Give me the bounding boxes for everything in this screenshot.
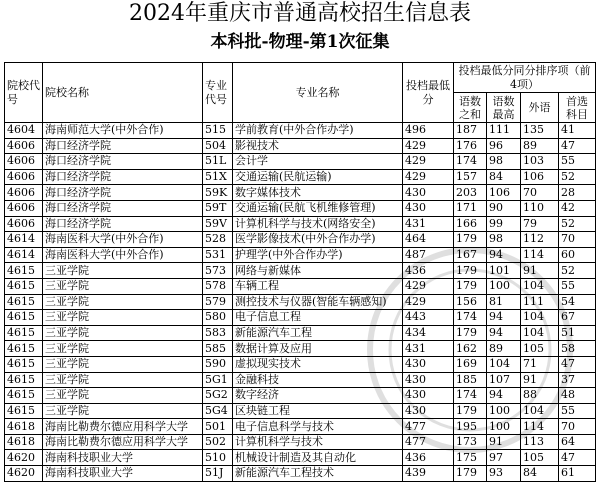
cell-school-name: 海口经济学院 bbox=[43, 185, 203, 201]
cell-school-name: 海南医科大学(中外合作) bbox=[43, 247, 203, 263]
cell-chinese-math-sum: 179 bbox=[454, 263, 487, 279]
cell-school-name: 三亚学院 bbox=[43, 278, 203, 294]
cell-school-name: 三亚学院 bbox=[43, 294, 203, 310]
cell-foreign-language: 89 bbox=[521, 138, 559, 154]
cell-chinese-math-max: 104 bbox=[487, 356, 521, 372]
cell-foreign-language: 88 bbox=[521, 388, 559, 404]
cell-major-name: 区块链工程 bbox=[233, 403, 403, 419]
cell-chinese-math-sum: 166 bbox=[454, 216, 487, 232]
cell-chinese-math-max: 100 bbox=[487, 419, 521, 435]
cell-min-score: 443 bbox=[403, 310, 454, 326]
cell-major-name: 车辆工程 bbox=[233, 278, 403, 294]
cell-school-code: 4618 bbox=[5, 434, 43, 450]
cell-school-name: 三亚学院 bbox=[43, 325, 203, 341]
cell-school-code: 4615 bbox=[5, 388, 43, 404]
cell-major-name: 测控技术与仪器(智能车辆感知) bbox=[233, 294, 403, 310]
cell-min-score: 436 bbox=[403, 450, 454, 466]
cell-major-code: 59V bbox=[203, 216, 233, 232]
cell-foreign-language: 91 bbox=[521, 263, 559, 279]
cell-major-code: 51X bbox=[203, 169, 233, 185]
cell-major-name: 交通运输(民航运输) bbox=[233, 169, 403, 185]
cell-major-name: 计算机科学与技术(网络安全) bbox=[233, 216, 403, 232]
cell-chinese-math-sum: 157 bbox=[454, 169, 487, 185]
cell-chinese-math-sum: 203 bbox=[454, 185, 487, 201]
cell-chinese-math-sum: 174 bbox=[454, 154, 487, 170]
cell-school-code: 4615 bbox=[5, 294, 43, 310]
cell-foreign-language: 112 bbox=[521, 232, 559, 248]
cell-min-score: 439 bbox=[403, 466, 454, 482]
cell-major-code: 59T bbox=[203, 200, 233, 216]
cell-major-code: 5G4 bbox=[203, 403, 233, 419]
cell-chinese-math-max: 96 bbox=[487, 138, 521, 154]
header-major-name: 专业名称 bbox=[233, 63, 403, 123]
table-row bbox=[5, 294, 596, 310]
cell-first-subject: 64 bbox=[559, 434, 596, 450]
cell-major-code: 578 bbox=[203, 278, 233, 294]
cell-min-score: 429 bbox=[403, 169, 454, 185]
header-min-score: 投档最低分 bbox=[403, 63, 454, 123]
cell-first-subject: 47 bbox=[559, 356, 596, 372]
cell-foreign-language: 103 bbox=[521, 154, 559, 170]
cell-major-code: 59K bbox=[203, 185, 233, 201]
cell-major-code: 528 bbox=[203, 232, 233, 248]
header-foreign-language: 外语 bbox=[521, 93, 559, 123]
cell-chinese-math-max: 98 bbox=[487, 232, 521, 248]
table-body bbox=[5, 123, 596, 482]
cell-school-code: 4606 bbox=[5, 154, 43, 170]
header-chinese-math-max: 语数最高 bbox=[487, 93, 521, 123]
cell-chinese-math-max: 84 bbox=[487, 169, 521, 185]
cell-chinese-math-sum: 179 bbox=[454, 325, 487, 341]
cell-chinese-math-sum: 175 bbox=[454, 450, 487, 466]
cell-min-score: 430 bbox=[403, 185, 454, 201]
cell-school-name: 三亚学院 bbox=[43, 403, 203, 419]
cell-first-subject: 42 bbox=[559, 200, 596, 216]
table-row bbox=[5, 216, 596, 232]
cell-first-subject: 67 bbox=[559, 310, 596, 326]
cell-school-name: 三亚学院 bbox=[43, 356, 203, 372]
cell-major-code: 51J bbox=[203, 466, 233, 482]
cell-school-code: 4618 bbox=[5, 419, 43, 435]
cell-chinese-math-max: 94 bbox=[487, 310, 521, 326]
cell-school-name: 海口经济学院 bbox=[43, 169, 203, 185]
table-row bbox=[5, 341, 596, 357]
cell-min-score: 429 bbox=[403, 138, 454, 154]
table-row bbox=[5, 232, 596, 248]
cell-foreign-language: 104 bbox=[521, 278, 559, 294]
cell-major-name: 机械设计制造及其自动化 bbox=[233, 450, 403, 466]
header-major-code: 专业代号 bbox=[203, 63, 233, 123]
cell-chinese-math-sum: 179 bbox=[454, 403, 487, 419]
cell-foreign-language: 106 bbox=[521, 169, 559, 185]
cell-min-score: 429 bbox=[403, 154, 454, 170]
cell-chinese-math-max: 91 bbox=[487, 434, 521, 450]
cell-school-name: 海南科技职业大学 bbox=[43, 450, 203, 466]
cell-chinese-math-max: 98 bbox=[487, 154, 521, 170]
cell-school-code: 4615 bbox=[5, 263, 43, 279]
cell-major-name: 新能源汽车工程技术 bbox=[233, 466, 403, 482]
cell-major-code: 5G1 bbox=[203, 372, 233, 388]
cell-chinese-math-max: 97 bbox=[487, 450, 521, 466]
cell-foreign-language: 113 bbox=[521, 434, 559, 450]
cell-min-score: 434 bbox=[403, 325, 454, 341]
cell-chinese-math-max: 81 bbox=[487, 294, 521, 310]
cell-chinese-math-max: 101 bbox=[487, 263, 521, 279]
cell-foreign-language: 70 bbox=[521, 185, 559, 201]
table-row bbox=[5, 466, 596, 482]
table-row bbox=[5, 325, 596, 341]
cell-chinese-math-max: 90 bbox=[487, 200, 521, 216]
cell-major-code: 510 bbox=[203, 450, 233, 466]
cell-major-name: 交通运输(民航飞机维修管理) bbox=[233, 200, 403, 216]
cell-major-code: 573 bbox=[203, 263, 233, 279]
cell-chinese-math-max: 94 bbox=[487, 247, 521, 263]
cell-major-code: 580 bbox=[203, 310, 233, 326]
cell-min-score: 477 bbox=[403, 419, 454, 435]
cell-foreign-language: 114 bbox=[521, 247, 559, 263]
cell-school-code: 4615 bbox=[5, 278, 43, 294]
cell-school-name: 三亚学院 bbox=[43, 372, 203, 388]
cell-chinese-math-max: 99 bbox=[487, 216, 521, 232]
cell-school-code: 4615 bbox=[5, 325, 43, 341]
cell-major-name: 数字媒体技术 bbox=[233, 185, 403, 201]
cell-chinese-math-sum: 176 bbox=[454, 138, 487, 154]
cell-school-name: 三亚学院 bbox=[43, 341, 203, 357]
cell-school-name: 海口经济学院 bbox=[43, 154, 203, 170]
table-row bbox=[5, 263, 596, 279]
cell-first-subject: 70 bbox=[559, 419, 596, 435]
cell-chinese-math-sum: 156 bbox=[454, 294, 487, 310]
cell-chinese-math-max: 93 bbox=[487, 466, 521, 482]
cell-foreign-language: 105 bbox=[521, 341, 559, 357]
cell-school-code: 4606 bbox=[5, 138, 43, 154]
cell-major-name: 数字经济 bbox=[233, 388, 403, 404]
cell-first-subject: 47 bbox=[559, 138, 596, 154]
cell-school-code: 4615 bbox=[5, 356, 43, 372]
table-row bbox=[5, 123, 596, 139]
cell-foreign-language: 104 bbox=[521, 310, 559, 326]
cell-school-name: 海南比勒费尔德应用科学大学 bbox=[43, 419, 203, 435]
cell-first-subject: 70 bbox=[559, 232, 596, 248]
cell-chinese-math-sum: 167 bbox=[454, 247, 487, 263]
cell-chinese-math-sum: 179 bbox=[454, 466, 487, 482]
cell-school-name: 三亚学院 bbox=[43, 310, 203, 326]
table-row bbox=[5, 450, 596, 466]
cell-major-code: 502 bbox=[203, 434, 233, 450]
cell-school-code: 4620 bbox=[5, 466, 43, 482]
cell-major-name: 医学影像技术(中外合作办学) bbox=[233, 232, 403, 248]
cell-school-code: 4615 bbox=[5, 310, 43, 326]
cell-chinese-math-max: 100 bbox=[487, 278, 521, 294]
cell-school-code: 4615 bbox=[5, 403, 43, 419]
cell-major-name: 虚拟现实技术 bbox=[233, 356, 403, 372]
cell-foreign-language: 104 bbox=[521, 325, 559, 341]
cell-major-code: 531 bbox=[203, 247, 233, 263]
cell-foreign-language: 71 bbox=[521, 356, 559, 372]
cell-major-name: 新能源汽车工程 bbox=[233, 325, 403, 341]
page-subtitle: 本科批-物理-第1次征集 bbox=[210, 32, 390, 52]
cell-major-code: 590 bbox=[203, 356, 233, 372]
cell-first-subject: 37 bbox=[559, 372, 596, 388]
table-row bbox=[5, 403, 596, 419]
cell-major-name: 会计学 bbox=[233, 154, 403, 170]
cell-school-name: 海南科技职业大学 bbox=[43, 466, 203, 482]
cell-school-code: 4604 bbox=[5, 123, 43, 139]
table-row bbox=[5, 278, 596, 294]
table-row bbox=[5, 419, 596, 435]
cell-school-code: 4615 bbox=[5, 372, 43, 388]
cell-chinese-math-sum: 179 bbox=[454, 232, 487, 248]
table-row bbox=[5, 185, 596, 201]
cell-chinese-math-max: 106 bbox=[487, 185, 521, 201]
cell-foreign-language: 111 bbox=[521, 294, 559, 310]
cell-major-name: 影视技术 bbox=[233, 138, 403, 154]
cell-foreign-language: 91 bbox=[521, 372, 559, 388]
cell-major-code: 501 bbox=[203, 419, 233, 435]
header-first-subject: 首选科目 bbox=[559, 93, 596, 123]
cell-foreign-language: 114 bbox=[521, 419, 559, 435]
cell-school-code: 4606 bbox=[5, 169, 43, 185]
cell-min-score: 430 bbox=[403, 356, 454, 372]
cell-min-score: 496 bbox=[403, 123, 454, 139]
cell-chinese-math-max: 107 bbox=[487, 372, 521, 388]
cell-first-subject: 55 bbox=[559, 403, 596, 419]
cell-major-code: 583 bbox=[203, 325, 233, 341]
table-row bbox=[5, 200, 596, 216]
cell-min-score: 431 bbox=[403, 341, 454, 357]
table-row bbox=[5, 434, 596, 450]
cell-foreign-language: 104 bbox=[521, 403, 559, 419]
cell-foreign-language: 79 bbox=[521, 216, 559, 232]
cell-chinese-math-max: 111 bbox=[487, 123, 521, 139]
cell-chinese-math-sum: 171 bbox=[454, 200, 487, 216]
cell-chinese-math-max: 89 bbox=[487, 341, 521, 357]
cell-major-code: 515 bbox=[203, 123, 233, 139]
page-title: 2024年重庆市普通高校招生信息表 bbox=[129, 1, 471, 26]
cell-chinese-math-sum: 179 bbox=[454, 278, 487, 294]
cell-major-code: 504 bbox=[203, 138, 233, 154]
cell-major-code: 579 bbox=[203, 294, 233, 310]
cell-chinese-math-sum: 195 bbox=[454, 419, 487, 435]
cell-chinese-math-max: 100 bbox=[487, 403, 521, 419]
cell-first-subject: 61 bbox=[559, 466, 596, 482]
cell-first-subject: 52 bbox=[559, 216, 596, 232]
cell-first-subject: 47 bbox=[559, 450, 596, 466]
cell-first-subject: 41 bbox=[559, 123, 596, 139]
cell-school-code: 4606 bbox=[5, 216, 43, 232]
cell-school-name: 海口经济学院 bbox=[43, 200, 203, 216]
header-chinese-math-sum: 语数之和 bbox=[454, 93, 487, 123]
cell-school-code: 4614 bbox=[5, 247, 43, 263]
cell-school-code: 4606 bbox=[5, 200, 43, 216]
cell-major-name: 电子信息科学与技术 bbox=[233, 419, 403, 435]
cell-school-code: 4615 bbox=[5, 341, 43, 357]
cell-school-name: 海口经济学院 bbox=[43, 138, 203, 154]
header-ranking-group: 投档最低分同分排序项（前4项） bbox=[454, 63, 596, 93]
cell-first-subject: 52 bbox=[559, 169, 596, 185]
cell-min-score: 430 bbox=[403, 388, 454, 404]
cell-min-score: 430 bbox=[403, 403, 454, 419]
cell-school-name: 三亚学院 bbox=[43, 388, 203, 404]
cell-min-score: 430 bbox=[403, 200, 454, 216]
cell-major-name: 金融科技 bbox=[233, 372, 403, 388]
cell-chinese-math-sum: 174 bbox=[454, 388, 487, 404]
table-row bbox=[5, 247, 596, 263]
cell-min-score: 431 bbox=[403, 216, 454, 232]
cell-school-code: 4606 bbox=[5, 185, 43, 201]
cell-first-subject: 52 bbox=[559, 263, 596, 279]
cell-major-name: 护理学(中外合作办学) bbox=[233, 247, 403, 263]
cell-first-subject: 54 bbox=[559, 294, 596, 310]
cell-min-score: 430 bbox=[403, 372, 454, 388]
cell-school-name: 三亚学院 bbox=[43, 263, 203, 279]
cell-school-name: 海口经济学院 bbox=[43, 216, 203, 232]
cell-school-name: 海南比勒费尔德应用科学大学 bbox=[43, 434, 203, 450]
header-school-code: 院校代号 bbox=[5, 63, 43, 123]
cell-foreign-language: 135 bbox=[521, 123, 559, 139]
header-school-name: 院校名称 bbox=[43, 63, 203, 123]
cell-major-name: 网络与新媒体 bbox=[233, 263, 403, 279]
cell-school-code: 4620 bbox=[5, 450, 43, 466]
cell-min-score: 487 bbox=[403, 247, 454, 263]
cell-chinese-math-max: 94 bbox=[487, 388, 521, 404]
cell-chinese-math-max: 94 bbox=[487, 325, 521, 341]
cell-min-score: 436 bbox=[403, 263, 454, 279]
cell-foreign-language: 105 bbox=[521, 450, 559, 466]
admission-table bbox=[4, 62, 596, 482]
cell-chinese-math-sum: 169 bbox=[454, 356, 487, 372]
table-row bbox=[5, 169, 596, 185]
cell-major-name: 电子信息工程 bbox=[233, 310, 403, 326]
cell-major-code: 5G2 bbox=[203, 388, 233, 404]
cell-first-subject: 51 bbox=[559, 325, 596, 341]
table-row bbox=[5, 138, 596, 154]
table-row bbox=[5, 310, 596, 326]
cell-school-code: 4614 bbox=[5, 232, 43, 248]
cell-school-name: 海南医科大学(中外合作) bbox=[43, 232, 203, 248]
table-row bbox=[5, 388, 596, 404]
cell-min-score: 464 bbox=[403, 232, 454, 248]
cell-min-score: 429 bbox=[403, 278, 454, 294]
table-row bbox=[5, 154, 596, 170]
cell-chinese-math-sum: 173 bbox=[454, 434, 487, 450]
cell-major-name: 学前教育(中外合作办学) bbox=[233, 123, 403, 139]
cell-first-subject: 58 bbox=[559, 341, 596, 357]
cell-foreign-language: 110 bbox=[521, 200, 559, 216]
cell-major-code: 585 bbox=[203, 341, 233, 357]
table-row bbox=[5, 356, 596, 372]
table-row bbox=[5, 372, 596, 388]
cell-chinese-math-sum: 162 bbox=[454, 341, 487, 357]
cell-foreign-language: 84 bbox=[521, 466, 559, 482]
cell-chinese-math-sum: 174 bbox=[454, 310, 487, 326]
cell-major-name: 数据计算及应用 bbox=[233, 341, 403, 357]
cell-school-name: 海南师范大学(中外合作) bbox=[43, 123, 203, 139]
cell-first-subject: 55 bbox=[559, 154, 596, 170]
cell-first-subject: 55 bbox=[559, 278, 596, 294]
cell-first-subject: 60 bbox=[559, 247, 596, 263]
cell-first-subject: 48 bbox=[559, 388, 596, 404]
cell-major-name: 计算机科学与技术 bbox=[233, 434, 403, 450]
cell-chinese-math-sum: 185 bbox=[454, 372, 487, 388]
cell-major-code: 51L bbox=[203, 154, 233, 170]
cell-chinese-math-sum: 187 bbox=[454, 123, 487, 139]
cell-min-score: 477 bbox=[403, 434, 454, 450]
cell-first-subject: 28 bbox=[559, 185, 596, 201]
cell-min-score: 429 bbox=[403, 294, 454, 310]
